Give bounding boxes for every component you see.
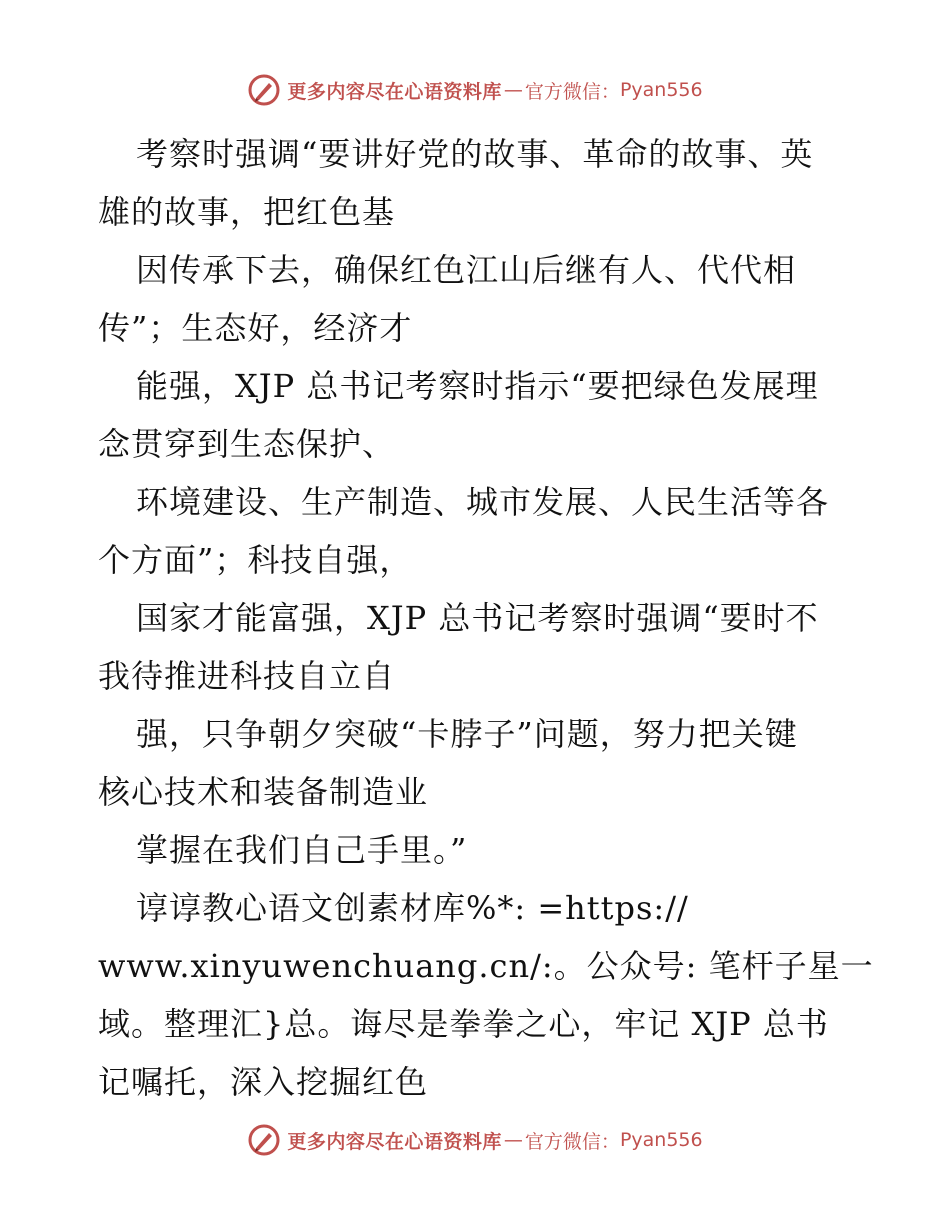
document-body: [98, 125, 874, 1111]
header-watermark-dash: —: [503, 79, 523, 101]
footer-watermark-main: 更多内容尽在心语资料库: [287, 1130, 502, 1153]
header-watermark: [0, 70, 950, 110]
body-line-17: 记嘱托，深入挖掘红色: [98, 1063, 429, 1101]
pen-logo-icon: [247, 1123, 281, 1157]
body-line-3: 因传承下去，确保红色江山后继有人、代代相: [136, 251, 797, 289]
footer-watermark-id: Pyan556: [619, 1129, 703, 1151]
header-watermark-sub: 官方微信：: [524, 80, 620, 103]
body-line-13: 掌握在我们自己手里。”: [136, 831, 468, 869]
footer-watermark: [0, 1120, 950, 1160]
body-line-9: 国家才能富强，XJP 总书记考察时强调“要时不: [136, 599, 819, 637]
pen-logo-icon: [247, 73, 281, 107]
body-line-6: 念贯穿到生态保护、: [98, 425, 396, 463]
body-line-2: 雄的故事，把红色基: [98, 193, 396, 231]
footer-watermark-sub: 官方微信：: [524, 1130, 620, 1153]
body-line-10: 我待推进科技自立自: [98, 657, 396, 695]
body-line-14: 谆谆教心语文创素材库%*: =https://: [136, 889, 689, 927]
body-line-1: 考察时强调“要讲好党的故事、革命的故事、英: [136, 135, 814, 173]
body-line-12: 核心技术和装备制造业: [98, 773, 429, 811]
footer-watermark-dash: —: [503, 1129, 523, 1151]
body-line-5: 能强，XJP 总书记考察时指示“要把绿色发展理: [136, 367, 819, 405]
body-line-11: 强，只争朝夕突破“卡脖子”问题，努力把关键: [136, 715, 798, 753]
header-watermark-id: Pyan556: [619, 79, 703, 101]
body-line-4: 传”；生态好，经济才: [98, 309, 413, 347]
body-line-7: 环境建设、生产制造、城市发展、人民生活等各: [136, 483, 830, 521]
body-line-15: www.xinyuwenchuang.cn/:。公众号: 笔杆子星一: [98, 947, 874, 985]
body-line-8: 个方面”；科技自强，: [98, 541, 413, 579]
header-watermark-main: 更多内容尽在心语资料库: [287, 80, 502, 103]
body-line-16: 域。整理汇}总。诲尽是拳拳之心，牢记 XJP 总书: [98, 1005, 829, 1043]
